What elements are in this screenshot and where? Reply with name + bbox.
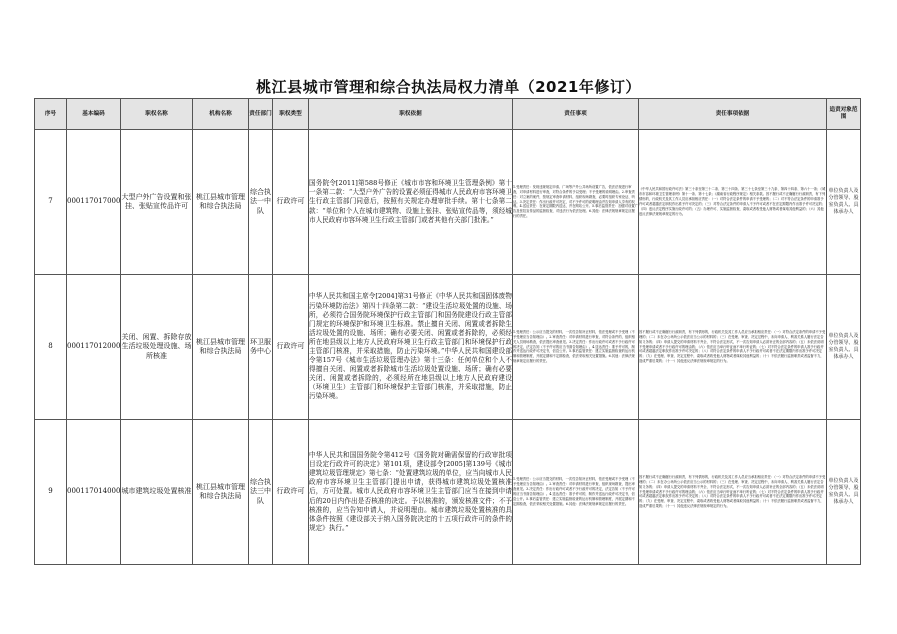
- cell-seq: 9: [35, 420, 67, 565]
- header-basis: 职权依据: [309, 99, 513, 130]
- document-title: 桃江县城市管理和综合执法局权力清单（2021年修订）: [256, 78, 641, 96]
- cell-seq: 7: [35, 130, 67, 275]
- table-row: [35, 275, 861, 420]
- cell-accountability: 单位负责人及分管领导、股室负责人、具体承办人: [827, 420, 861, 565]
- cell-duty: 1.受理责任：公示应当提交的材料，一次性告知补正材料，依法受理或不予受理（不予受理应当告知理由）。2.审查责任：对申请材料进行审查，组织现场勘查，提出审查意见。3.决定责任：作出行政许可或者不予行政许可的决定，法定告知（不予许可的应当书面告知理由）。4.送达责任：准予许可的，制作并送达行政许可决定书，信息公开。5.事后监管责任：建立实施监督检查的运行机制和管理制度，开展定期和不定期检查，依法采取相关处置措施。6.其他：法律法规规章规定应履行的责任。: [513, 420, 639, 565]
- cell-org: 桃江县城市管理和综合执法局: [193, 130, 249, 275]
- header-accountability: 追责对象范围: [827, 99, 861, 130]
- cell-code: 000117012000: [67, 275, 121, 420]
- cell-accountability: 单位负责人及分管领导、股室负责人、具体承办人: [827, 275, 861, 420]
- cell-dept: 综合执法三中队: [249, 420, 273, 565]
- header-code: 基本编码: [67, 99, 121, 130]
- cell-seq: 8: [35, 275, 67, 420]
- cell-dept: 环卫服务中心: [249, 275, 273, 420]
- cell-basis: 中华人民共和国主席令[2004]第31号修正《中华人民共和国固体废物污染环境防治法》第四十四条第二款：“建设生活垃圾处置的设施、场所，必须符合国务院环境保护行政主管部门和国务院建设行政主管部门规定的环境保护和环境卫生标准。禁止擅自关闭、闲置或者拆除生活垃圾处置的设施、场所；确有必要关闭、闲置或者拆除的，必须经所在地县级以上地方人民政府环境卫生行政主管部门和环境保护行政主管部门核准，并采取措施，防止污染环境。”中华人民共和国建设部令第157号《城市生活垃圾管理办法》第十三条：任何单位和个人不得擅自关闭、闲置或者拆除城市生活垃圾处置设施、场所；确有必要关闭、闲置或者拆除的，必须经所在地县级以上地方人民政府建设（环境卫生）主管部门和环境保护主管部门核准，并采取措施，防止污染环境。: [309, 275, 513, 420]
- cell-name: 关闭、闲置、拆除存放生活垃圾处理设施、场所核准: [121, 275, 193, 420]
- cell-duty-basis: 《中华人民共和国行政许可法》第三十条至第三十二条、第三十四条、第三十七条至第三十九条、第四十四条、第六十一条；《城市市容和环境卫生管理条例》第十一条、第十七条；《湖南省行政程序规定》相关条款。因不履行或不正确履行行政职责，有下列情形的，行政机关及其工作人员应承担相应责任：（一）对符合法定条件的申请不予受理的；（二）对不符合法定条件的申请准予许可或者超越法定职权作出准予许可决定的；（三）对符合法定条件的申请人不予许可或者不在法定期限内作出准予许可决定的；（四）违反法定程序实施行政许可的；（五）办理许可、实施监督检查，索取或者收受他人财物或者谋取其他利益的；（六）其他违反法律法规规章规定的行为。: [639, 130, 827, 275]
- table-header-row: [35, 99, 861, 130]
- header-seq: 序号: [35, 99, 67, 130]
- cell-org: 桃江县城市管理和综合执法局: [193, 275, 249, 420]
- cell-accountability: 单位负责人及分管领导、股室负责人、具体承办人: [827, 130, 861, 275]
- header-duty-basis: 责任事项依据: [639, 99, 827, 130]
- cell-type: 行政许可: [273, 130, 309, 275]
- cell-type: 行政许可: [273, 275, 309, 420]
- cell-duty: 1.受理责任：发现违规规定申请、广场等户外公共场所设置广告，依法法规进行审查，对申请材料进行审查，对符合条件的予以受理；不予受理的说明理由。2.审查责任：对立案的案件，按规定审查申请材料，组织现场勘查，必要时组织专家论证、听证。3.决定责任：作出行政许可决定，对不予许可的说明理由并告知申请人享有的权利。4.送达责任：在规定期限内送达，并在网站公开。5.事后监管责任：加强对设置广告及张挂宣传品的监督检查，对违法行为依法处理。6.其他：法律法规规章规定应履行的责任。: [513, 130, 639, 275]
- cell-dept: 综合执法一中队: [249, 130, 273, 275]
- header-type: 职权类型: [273, 99, 309, 130]
- header-org: 机构名称: [193, 99, 249, 130]
- header-name: 职权名称: [121, 99, 193, 130]
- power-list-table: [34, 98, 861, 565]
- cell-duty-basis: 因不履行或不正确履行行政职责，有下列情形的，行政机关及其工作人员应当承担相应责任：（一）对符合法定条件的申请不予受理的；（二）未在办公场所公示依法应当公示的材料的；（三）在受理、审查、决定过程中，未向申请人、利害关系人履行法定告知义务的；（四）申请人提交的申请材料不齐全、不符合法定形式，不一次告知申请人必须补正的全部内容的；（五）未依法说明不受理申请或者不予行政许可的理由的；（六）依法应当举行听证而不举行听证的；（七）对不符合法定条件的申请人准予行政许可或者超越法定职权作出准予许可决定的；（八）对符合法定条件的申请人不予行政许可或者不在法定期限内作出准予许可决定的；（九）在受理、审查、决定过程中，索取或者收受他人财物或者谋取其他利益的；（十）不依法履行监督职责或者监督不力，造成严重后果的；（十一）其他违反法律法规规章规定的行为。: [639, 275, 827, 420]
- cell-name: 城市建筑垃圾处置核准: [121, 420, 193, 565]
- table-row: [35, 420, 861, 565]
- cell-duty: 1.受理责任：公示应当提交的材料，一次性告知补正材料，依法受理或不予受理（不予受理应当告知理由）。2.审查责任：对申请材料进行审查，对符合条件的，组织相关人员现场勘查，依法提出审查意见。3.决定责任：作出行政许可或者不予行政许可的决定，法定告知（不予许可的应当书面告知理由）。4.送达责任：准予许可的，制作并送达行政许可决定书，信息公开。5.事后监管责任：建立实施监督检查的运行机制和管理制度，开展定期和不定期检查，依法采取相关处置措施。6.其他：法律法规规章规定应履行的责任。: [513, 275, 639, 420]
- cell-name: 大型户外广告设置和张挂、张贴宣传品许可: [121, 130, 193, 275]
- cell-code: 000117014000: [67, 420, 121, 565]
- cell-duty-basis: 因不履行或不正确履行行政职责，有下列情形的，行政机关及其工作人员应当承担相应责任：（一）对符合法定条件的申请不予受理的；（二）未在办公场所公示依法应当公示的材料的；（三）在受理、审查、决定过程中，未向申请人、利害关系人履行法定告知义务的；（四）申请人提交的申请材料不齐全、不符合法定形式，不一次告知申请人必须补正的全部内容的；（五）未依法说明不受理申请或者不予行政许可的理由的；（六）依法应当举行听证而不举行听证的；（七）对不符合法定条件的申请人准予行政许可或者超越法定职权作出准予许可决定的；（八）对符合法定条件的申请人不予行政许可或者不在法定期限内作出准予许可决定的；（九）在受理、审查、决定过程中，索取或者收受他人财物或者谋取其他利益的；（十）不依法履行监督职责或者监督不力，造成严重后果的；（十一）其他违反法律法规规章规定的行为。: [639, 420, 827, 565]
- cell-org: 桃江县城市管理和综合执法局: [193, 420, 249, 565]
- table-row: [35, 130, 861, 275]
- cell-basis: 国务院令[2011]第588号修正《城市市容和环境卫生管理条例》第十一条第二款：“大型户外广告的设置必须征得城市人民政府市容环境卫生行政主管部门同意后，按照有关规定办理审批手续。第十七条第二款：“单位和个人在城市建筑物、设施上张挂、张贴宣传品等，须经城市人民政府市容环境卫生行政主管部门或者其他有关部门批准。”: [309, 130, 513, 275]
- cell-basis: 中华人民共和国国务院令第412号《国务院对确需保留的行政审批项目设定行政许可的决定》第101项，建设部令[2005]第139号《城市建筑垃圾管理规定》第七条：“处置建筑垃圾的单位，应当向城市人民政府市容环境卫生主管部门提出申请，获得城市建筑垃圾处置核准后，方可处置。城市人民政府市容环境卫生主管部门应当在接到申请后的20日内作出是否核准的决定。予以核准的，颁发核准文件；不予核准的，应当告知申请人，并说明理由。城市建筑垃圾处置核准的具体条件按照《建设部关于纳入国务院决定的十五项行政许可的条件的规定》执行。”: [309, 420, 513, 565]
- header-dept: 责任部门: [249, 99, 273, 130]
- cell-code: 000117017000: [67, 130, 121, 275]
- cell-type: 行政许可: [273, 420, 309, 565]
- header-duty: 责任事项: [513, 99, 639, 130]
